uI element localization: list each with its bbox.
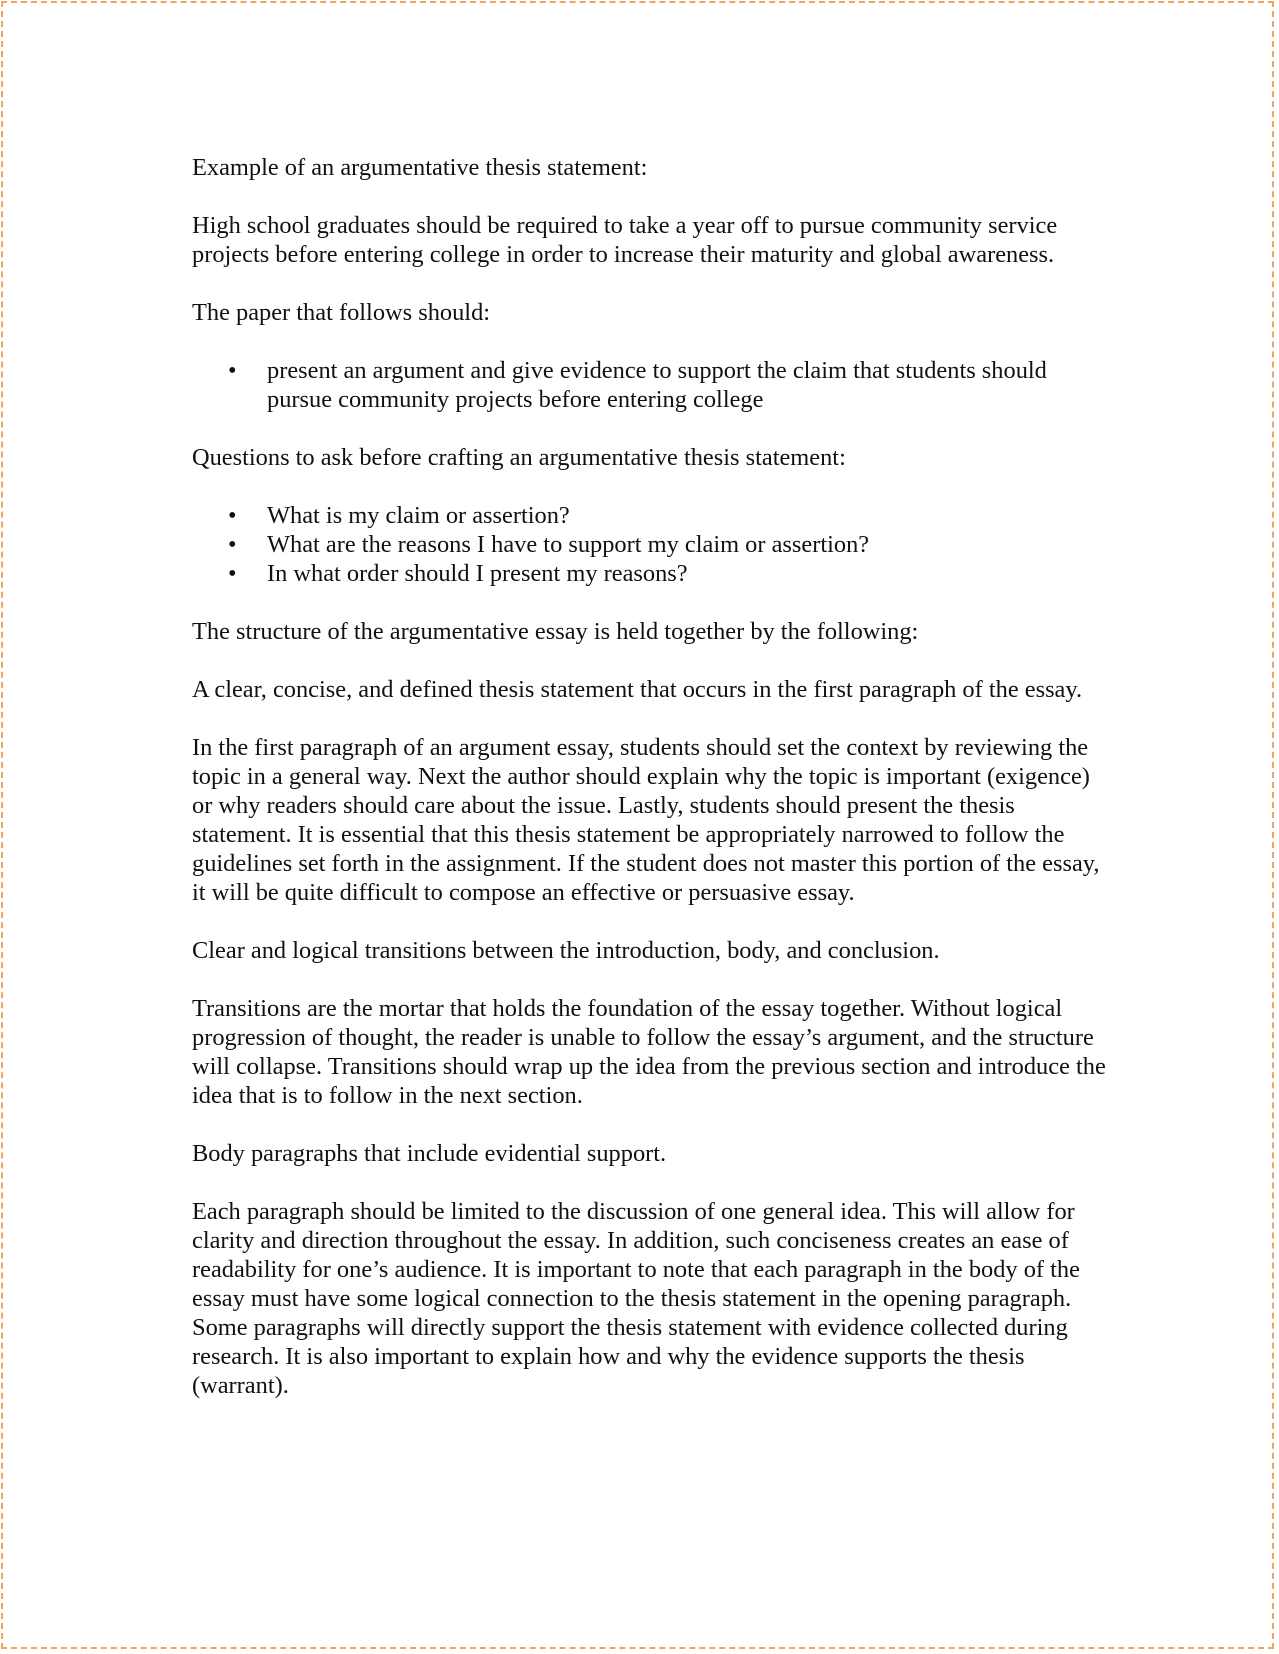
paper-follows-intro: The paper that follows should: — [192, 299, 491, 326]
example-heading: Example of an argumentative thesis statement: — [192, 154, 648, 181]
body-heading: Body paragraphs that include evidential support. — [192, 1140, 667, 1167]
document-content — [192, 153, 1112, 1429]
thesis-example: High school graduates should be required to take a year off to pursue community service projects before entering college in order to increase their maturity and global awareness. — [192, 212, 1058, 268]
list-item: • What are the reasons I have to support my claim or assertion? — [228, 531, 870, 558]
clear-thesis-heading: A clear, concise, and defined thesis statement that occurs in the first paragraph of the essay. — [192, 676, 1083, 703]
questions-list — [192, 501, 1112, 588]
transitions-heading: Clear and logical transitions between the introduction, body, and conclusion. — [192, 937, 940, 964]
bullet-icon: • — [228, 531, 237, 558]
paper-follows-list — [192, 356, 1112, 414]
structure-intro: The structure of the argumentative essay is held together by the following: — [192, 618, 919, 645]
questions-intro: Questions to ask before crafting an argumentative thesis statement: — [192, 444, 846, 471]
list-item: • What is my claim or assertion? — [228, 502, 570, 529]
bullet-icon: • — [228, 560, 237, 587]
list-item: • present an argument and give evidence to support the claim that students should pursue community projects before entering college — [228, 357, 1047, 413]
first-paragraph-text: In the first paragraph of an argument essay, students should set the context by reviewing the topic in a general way. Next the author should explain why the topic is important (exigence) or why readers should care about the issue. Lastly, students should present the thesis statement. It is essential that this thesis statement be appropriately narrowed to follow the guidelines set forth in the assignment. If the student does not master this portion of the essay, it will be quite difficult to compose an effective or persuasive essay. — [192, 734, 1100, 906]
bullet-icon: • — [228, 357, 237, 384]
document-page — [1, 1, 1274, 1649]
body-text: Each paragraph should be limited to the discussion of one general idea. This will allow for clarity and direction throughout the essay. In addition, such conciseness creates an ease of readability for one’s audience. It is important to note that each paragraph in the body of the essay must have some logical connection to the thesis statement in the opening paragraph. Some paragraphs will directly support the thesis statement with evidence collected during research. It is also important to explain how and why the evidence supports the thesis (warrant). — [192, 1198, 1080, 1399]
list-item: • In what order should I present my reasons? — [228, 560, 688, 587]
transitions-text: Transitions are the mortar that holds the foundation of the essay together. Without logical progression of thought, the reader is unable to follow the essay’s argument, and the structure will collapse. Transitions should wrap up the idea from the previous section and introduce the idea that is to follow in the next section. — [192, 995, 1106, 1109]
bullet-icon: • — [228, 502, 237, 529]
